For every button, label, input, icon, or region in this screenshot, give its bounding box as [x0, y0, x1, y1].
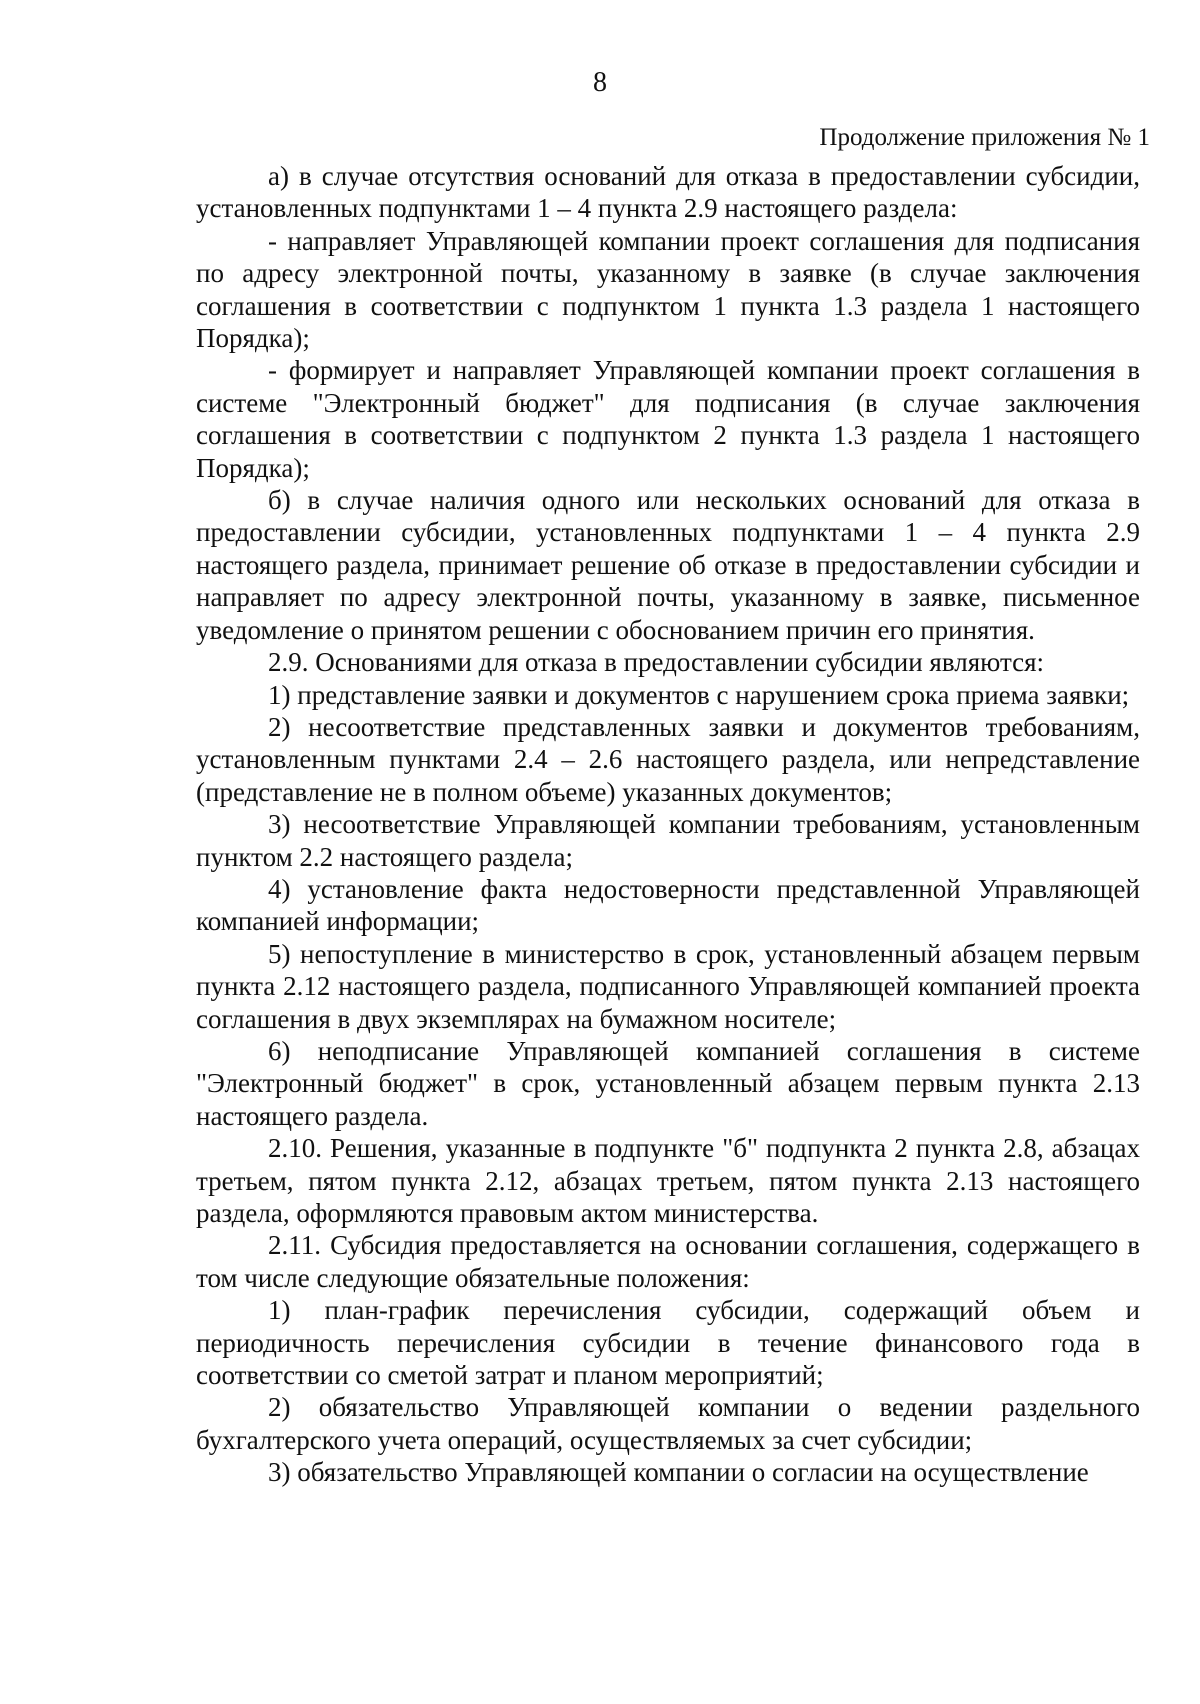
section-2-10: 2.10. Решения, указанные в подпункте "б" подпункта 2 пункта 2.8, абзацах третьем, пятом пункта 2.12, абзацах третьем, пятом пункта 2.13 настоящего раздела, оформляются правовым актом министерства.	[196, 1133, 1140, 1228]
paragraph-a: а) в случае отсутствия оснований для отказа в предоставлении субсидии, установленных подпунктами 1 – 4 пункта 2.9 настоящего раздела:	[196, 161, 1140, 224]
paragraph-b: б) в случае наличия одного или нескольких оснований для отказа в предоставлении субсидии, установленных подпунктами 1 – 4 пункта 2.9 настоящего раздела, принимает решение об отказе в предоставлении субсидии и направляет по адресу электронной почты, указанному в заявке, письменное уведомление о принятом решении с обоснованием причин его принятия.	[196, 485, 1140, 645]
page-number: 8	[593, 67, 607, 98]
item-2-9-1: 1) представление заявки и документов с нарушением срока приема заявки;	[268, 679, 1130, 710]
item-2-9-6: 6) неподписание Управляющей компанией соглашения в системе "Электронный бюджет" в срок, установленный абзацем первым пункта 2.13 настоящего раздела.	[196, 1035, 1140, 1131]
item-2-11-2: 2) обязательство Управляющей компании о ведении раздельного бухгалтерского учета операций, осуществляемых за счет субсидии;	[196, 1392, 1140, 1455]
item-2-9-4: 4) установление факта недостоверности представленной Управляющей компанией информации;	[196, 873, 1140, 937]
item-2-9-2: 2) несоответствие представленных заявки и документов требованиям, установленным пунктами 2.4 – 2.6 настоящего раздела, или непредставление (представление не в полном объеме) указанных документов;	[196, 711, 1140, 807]
document-body	[196, 160, 1140, 1489]
section-2-9-heading: 2.9. Основаниями для отказа в предоставлении субсидии являются:	[268, 647, 1044, 678]
paragraph-a-electronic-budget: - формирует и направляет Управляющей компании проект соглашения в системе "Электронный бюджет" для подписания (в случае заключения соглашения в соответствии с подпунктом 2 пункта 1.3 раздела 1 настоящего Порядка);	[196, 355, 1140, 483]
section-2-11-heading: 2.11. Субсидия предоставляется на основании соглашения, содержащего в том числе следующие обязательные положения:	[196, 1230, 1140, 1293]
paragraph-a-send-email: - направляет Управляющей компании проект соглашения для подписания по адресу электронной почты, указанному в заявке (в случае заключения соглашения в соответствии с подпунктом 1 пункта 1.3 раздела 1 настоящего Порядка);	[196, 225, 1140, 354]
item-2-11-1: 1) план-график перечисления субсидии, содержащий объем и периодичность перечисления субсидии в течение финансового года в соответствии со сметой затрат и планом мероприятий;	[196, 1295, 1140, 1391]
item-2-9-3: 3) несоответствие Управляющей компании требованиям, установленным пунктом 2.2 настоящего раздела;	[196, 809, 1140, 872]
item-2-9-5: 5) непоступление в министерство в срок, установленный абзацем первым пункта 2.12 настоящего раздела, подписанного Управляющей компанией проекта соглашения в двух экземплярах на бумажном носителе;	[196, 938, 1140, 1034]
appendix-continuation-note: Продолжение приложения № 1	[819, 124, 1150, 151]
item-2-11-3: 3) обязательство Управляющей компании о согласии на осуществление	[268, 1457, 1089, 1488]
